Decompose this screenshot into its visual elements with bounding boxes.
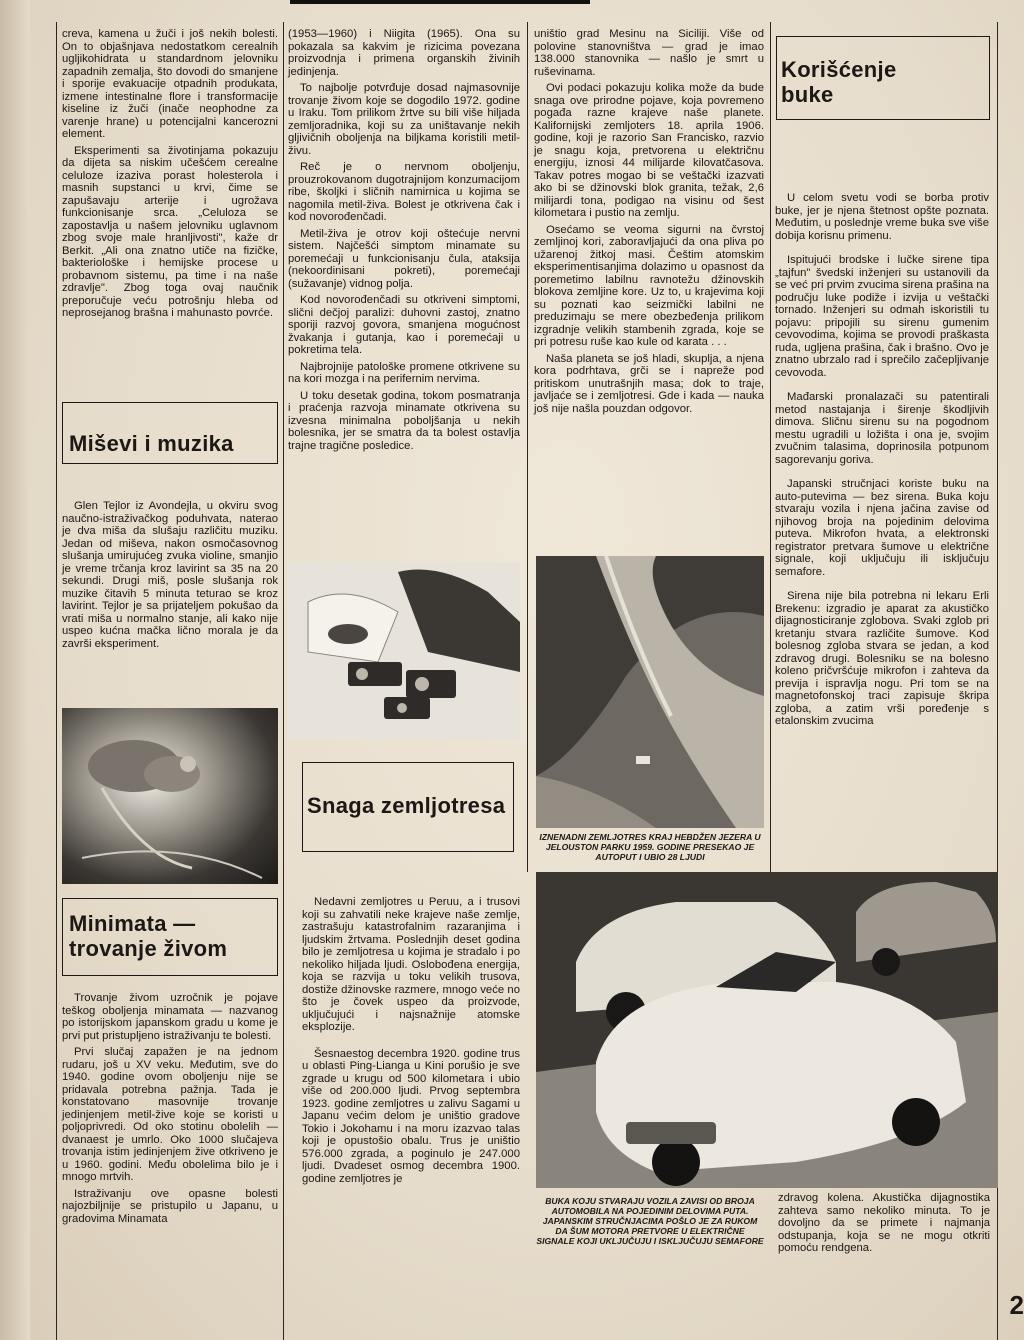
patients-photo bbox=[288, 562, 520, 740]
paragraph: Kod novorođenčadi su otkriveni simptomi, slični dečjoj paralizi: duhovni zastoj, znatno sporiji razvoj govora, smanjena mogućnost žvakanja i gutanja, kao i poremećaji u pokretima tela. bbox=[288, 294, 520, 356]
cars-photo bbox=[536, 872, 998, 1188]
page-number: 2 bbox=[1009, 1290, 1024, 1320]
paragraph: U celom svetu vodi se borba protiv buke, jer je njena štetnost opšte poznata. Međutim, u poslednje vreme buka sve više dobija korisnu primenu. bbox=[775, 192, 989, 242]
paragraph: Trovanje živom uzročnik je pojave teškog oboljenja minamata — nazvanog po istorijskom japanskom gradu u kome je prvi put pristupljeno istraživanju te bolesti. bbox=[62, 992, 278, 1042]
paragraph: Osećamo se veoma sigurni na čvrstoj zemljinoj kori, zaboravljajući da ona pliva po užarenoj žitkoj masi. Češtim atomskim eksperimentisanjima dolazimo u opasnost da poremetimo labilnu ravnotežu džinovskih blokova zemljine kore. Uz to, u krajevima koji su poznati kao seizmički labilni ne preduzimaju se mere obezbeđenja prilikom izgradnje velikih stambenih zgrada, koje se pri potresu ruše kao kule od karata . . . bbox=[534, 223, 764, 348]
patients-illustration bbox=[288, 562, 520, 740]
minimata-text bbox=[62, 992, 278, 1229]
cars-illustration bbox=[536, 872, 998, 1188]
paragraph: Metil-živa je otrov koji oštećuje nervni sistem. Najčešći simptom minamate su poremećaji u funkcionisanju čula, ataksija (nekoordinisani pokreti), poremećaji (sužavanje) vidnog polja. bbox=[288, 227, 520, 290]
snaga-text bbox=[302, 896, 520, 1189]
paragraph: Reč je o nervnom oboljenju, prouzrokovanom dugotrajnijom konzumacijom ribe, školjki i sličnih namirnica u kojima se nagomila metil-živa. Bolest je otkrivena čak i kod novorođenčadi. bbox=[288, 161, 520, 223]
heading-box bbox=[62, 402, 278, 464]
paragraph: Sirena nije bila potrebna ni lekaru Erli Brekenu: izgradio je aparat za akustičko dijagnosticiranje zglobova. Svaki zglob pri kretanju stvara različite šumove. Kod bolesnog zgloba stvara se jedan, a kod zdravog drugi. Bolesniku se na bolesno koleno pričvršćuje mikrofon i zahteva da previja i ispravlja nogu. Pri tom se na magnetofonskoj traci zapisuje škripa zgloba, a zatim vrši poređenje s etalonskim zvucima bbox=[775, 590, 989, 727]
paragraph: Japanski stručnjaci koriste buku na auto-putevima — bez sirena. Buka koju stvaraju vozila i njena jačina zavise od njihovog broja na pojedinim delovima puteva. Mikrofon hvata, a elektronski registrator pretvara šumove u električne signale, koji uključuju ili isključuju semafore. bbox=[775, 478, 989, 578]
paragraph: Naša planeta se još hladi, skuplja, a njena kora podrhtava, grči se i napreže pod pritiskom unutrašnjih masa; dok to traje, javljaće se i zemljotresi. Gde i kada — nauka još nije našla pouzdan odgovor. bbox=[534, 352, 764, 415]
paragraph: To najbolje potvrđuje dosad najmasovnije trovanje živom koje se dogodilo 1972. godine u Iraku. Tom prilikom žrtve su bili više hiljada zemljoradnika, koji su za uništavanje nekih gljivičnih oboljenja na biljkama koristili metil-živu. bbox=[288, 82, 520, 157]
section-heading: Miševi i muzika bbox=[69, 431, 234, 456]
paragraph: Šesnaestog decembra 1920. godine trus u oblasti Ping-Lianga u Kini porušio je sve zgrade u krugu od 500 kilometara i ubio više od 200.000 ljudi. Prvog septembra 1923. godine zemljotres u zalivu Sagami u Japanu većim delom je uništio gradove Tokio i Jokohamu i na moru izazvao talas koji je opustošio obalu. Trus je uništio 576.000 zgrada, a poginulo je 247.000 ljudi. Dvadeset osmog decembra 1900. godine zemljotres je bbox=[302, 1047, 520, 1185]
section-heading: Minimata — trovanje živom bbox=[69, 911, 228, 961]
column-4-text bbox=[775, 192, 989, 732]
paragraph: (1953—1960) i Niigita (1965). Ona su pokazala sa kakvim je rizicima povezana proizvodnja i primena organskih živinih jedinjenja. bbox=[288, 28, 520, 78]
paragraph: Prvi slučaj zapažen je na jednom rudaru, još u XV veku. Međutim, sve do 1940. godine ovom oboljenju nije se pridavala potrebna pažnja. Tada je konstatovano masovnije trovanje jedinjenjem metil-žive koje se koristi u poljoprivredi. Od oko stotinu obolelih — dvanaest je umrlo. Oko 1000 slučajeva trovanja istim jedinjenjem žive otkriveno je u 1960. godini. Među obolelima bilo je i mnogo mrtvih. bbox=[62, 1046, 278, 1183]
paragraph: uništio grad Mesinu na Siciliji. Više od polovine stanovništva — grad je imao 138.000 stanovnika — našlo je smrt u ruševinama. bbox=[534, 28, 764, 78]
top-rule bbox=[290, 0, 590, 4]
paragraph: Ovi podaci pokazuju kolika može da bude snaga ove prirodne pojave, koja povremeno pogađa razne krajeve naše planete. Kalifornijski zemljoters 18. aprila 1906. godine, koji je razorio San Francisko, razvio je snagu koja, pretvorena u električnu energiju, iznosi 44 milijarde kilovatčasova. Takav potres mogao bi se veštački izazvati ako bi se džinovski blok granita, težak, 2,6 milijardi tona, podigao na visinu od šest kilometara i pustio na zemlju. bbox=[534, 82, 764, 219]
column-2-text bbox=[288, 28, 520, 456]
buka-text-continued bbox=[778, 1192, 990, 1259]
section-heading: Korišćenje buke bbox=[781, 57, 897, 107]
paragraph: creva, kamena u žuči i još nekih bolesti. On to objašnjava nedostatkom cerealnih ugljikohidrata u standardnom jelovniku zapadnih zemalja, što dovodi do smanjene i sporije evakuacije otpadnih produkata, izmene intestinalne flore i transformacije kiseline iz žuči (inače neophodne za varenje hrane) u potencijalni kancerozni element. bbox=[62, 28, 278, 140]
heading-box bbox=[302, 762, 514, 852]
column-rule bbox=[527, 22, 528, 872]
column-rule bbox=[770, 22, 771, 872]
photo-caption: BUKA KOJU STVARAJU VOZILA ZAVISI OD BROJA AUTOMOBILA NA POJEDINIM DELOVIMA PUTA. JAPANSKIM STRUČNJACIMA POŠLO JE ZA RUKOM DA ŠUM MOTORA PRETVORE U ELEKTRIČNE SIGNALE KOJI UKLJUČUJU I ISKLJUČUJU SEMAFORE bbox=[536, 1196, 764, 1246]
paragraph: Mađarski pronalazači su patentirali metod nastajanja i širenje škodljivih dimova. Sličnu sirenu su na pogodnom mestu ugradili u ložišta i ona je, svojim zvučnim talasima, doprinosila potpunom sagorevanju goriva. bbox=[775, 391, 989, 466]
paragraph: Ispitujući brodske i lučke sirene tipa „tajfun" švedski inženjeri su ustanovili da se već pri prvim zvucima sirena prašina na području luke podiže i izvija u veštački tornado. Inženjeri su odmah iskoristili tu pojavu: pripojili su sirenu gumenim cevovodima, kojima se provodi praškasta ruda, ugljena prašina, čak i brašno. Ovo je znatno ubrzalo rad i sprečilo začepljivanje cevovoda. bbox=[775, 254, 989, 379]
paragraph: Najbrojnije patološke promene otkrivene su na kori mozga i na perifernim nervima. bbox=[288, 360, 520, 385]
mice-illustration bbox=[62, 708, 278, 884]
column-1-text bbox=[62, 28, 278, 324]
paragraph: Eksperimenti sa životinjama pokazuju da dijeta sa niskim učešćem cerealne celuloze izaziva porast holesterola i masnih supstanci u krvi, čime se zapušavaju arterije i ugrožava funkcionisanje srca. „Celuloza se zapostavlja u našem jelovniku uglavnom zbog svoje male hranljivosti", kaže dr Berkit. „Ali ona znatno utiče na fizičke, bakteriološke i hemijske procese u probavnom sistemu, pa time i na naše zdravlje". Zbog toga ovaj naučnik preporučuje veću potrošnju hleba od neprosejanog brašna i mahunasto povrće. bbox=[62, 144, 278, 319]
section-heading: Snaga zemljotresa bbox=[307, 793, 506, 818]
heading-box bbox=[62, 898, 278, 976]
mice-photo bbox=[62, 708, 278, 884]
heading-box bbox=[776, 36, 990, 120]
paragraph: U toku desetak godina, tokom posmatranja i praćenja razvoja minamate otkrivena su izvesna minimalna poboljšanja u nekih bolesnika, jer se smatra da ta bolest ostavlja trajne tragične posledice. bbox=[288, 389, 520, 452]
paragraph: Glen Tejlor iz Avondejla, u okviru svog naučno-istraživačkog poduhvata, naterao je dva miša da slušaju različitu muziku. Jedan od miševa, nakon osmočasovnog slušanja umirujućeg zvuka violine, smanjio je vreme trčanja kroz lavirint sa 35 na 20 sekundi. Drugi miš, posle slušanja rok muzike čitavih 5 minuta teturao se kroz lavirint. Tejlor je sa prijateljem pokušao da vrati miša u normalno stanje, ali kako nije uspeo kućna mačka lično morala je da završi eksperiment. bbox=[62, 500, 278, 650]
aerial-landscape bbox=[536, 556, 764, 828]
column-rule bbox=[283, 22, 284, 1340]
paragraph: Istraživanju ove opasne bolesti najozbiljnije se pristupilo u Japanu, u gradovima Minamata bbox=[62, 1187, 278, 1225]
misevi-text bbox=[62, 500, 278, 654]
column-rule bbox=[56, 22, 57, 1340]
paragraph: zdravog kolena. Akustička dijagnostika zahteva samo nekoliko minuta. To je dovoljno da se primete i najmanja odstupanja, koja se ne mogu otkriti pomoću rendgena. bbox=[778, 1192, 990, 1254]
earthquake-photo bbox=[536, 556, 764, 828]
paragraph: Nedavni zemljotres u Peruu, a i trusovi koji su zahvatili neke krajeve naše zemlje, zastrašuju katastrofalnim razaranjima i ljudskim žrtvama. Poslednjih deset godina bilo je zemljotresa u kojima je stradalo i po nekoliko hiljada ljudi. Oslobođena energija, koja se razvija u toku velikih trusova, dostiže džinovske razmere, mnogo veće no što je čovek uspeo da proizvode, uključujući i najsnažnije atomske eksplozije. bbox=[302, 896, 520, 1033]
page-edge bbox=[0, 0, 30, 1340]
column-3-text bbox=[534, 28, 764, 419]
photo-caption: IZNENADNI ZEMLJOTRES KRAJ HEBDŽEN JEZERA U JELOUSTON PARKU 1959. GODINE PRESEKAO JE AUTOPUT I UBIO 28 LJUDI bbox=[539, 832, 761, 862]
